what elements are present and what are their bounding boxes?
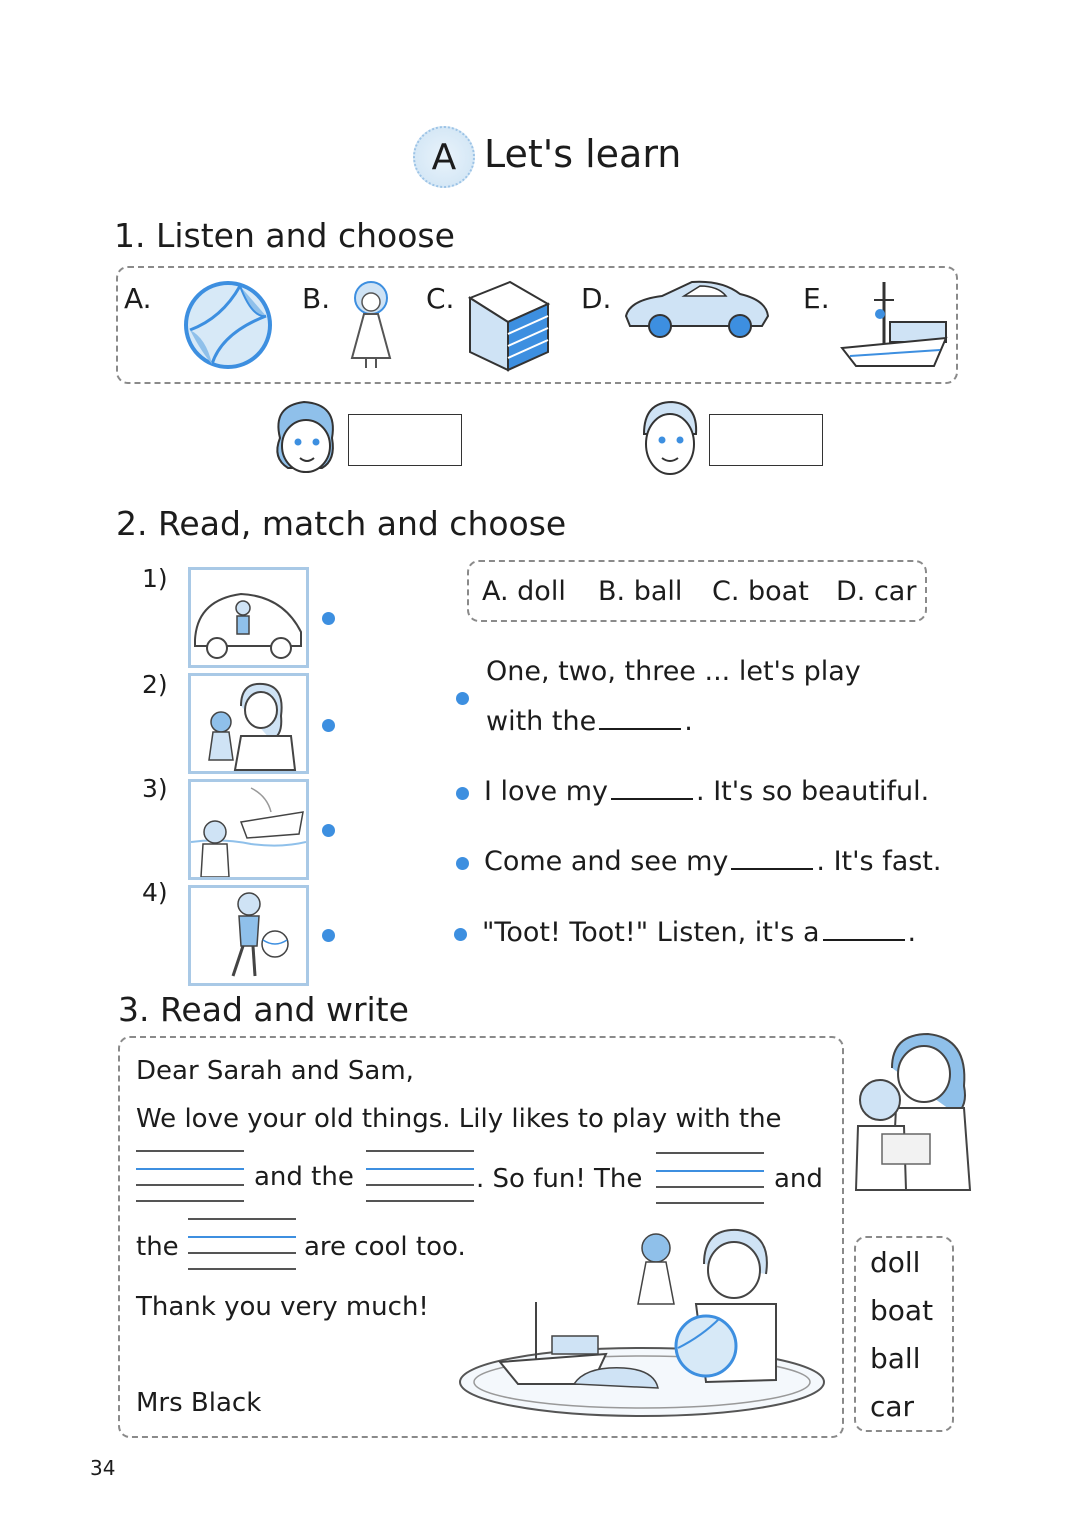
picture-number: 2)	[142, 670, 168, 699]
letter-and: and	[774, 1164, 823, 1194]
sentence-text: .	[684, 706, 693, 737]
write-blank-3[interactable]	[656, 1150, 764, 1206]
page-number: 34	[90, 1456, 116, 1480]
picture-number: 4)	[142, 878, 168, 907]
option-c-letter: C.	[426, 282, 455, 315]
section3-heading: 3. Read and write	[118, 990, 409, 1029]
sentence-text: Come and see my	[484, 846, 729, 877]
boy-face-icon	[636, 398, 704, 482]
match-dot-picture-4[interactable]	[322, 929, 335, 942]
doll-icon	[342, 278, 400, 374]
fill-blank[interactable]	[823, 939, 905, 941]
option-e-letter: E.	[803, 282, 830, 315]
fill-blank[interactable]	[599, 728, 681, 730]
sentence-text: . It's so beautiful.	[696, 776, 930, 807]
sentence-text: . It's fast.	[816, 846, 942, 877]
letter-signature: Mrs Black	[136, 1388, 262, 1418]
sentence-1-line2	[486, 706, 693, 737]
ball-icon	[182, 278, 274, 372]
girl-answer-box[interactable]	[348, 414, 462, 466]
choice-car: D. car	[836, 576, 917, 607]
sentence-4	[482, 917, 916, 948]
letter-the: the	[136, 1232, 179, 1262]
picture-number: 3)	[142, 774, 168, 803]
girl-face-icon	[266, 398, 342, 482]
choice-boat: C. boat	[712, 576, 809, 607]
section1-heading: 1. Listen and choose	[114, 216, 455, 255]
section2-heading: 2. Read, match and choose	[116, 504, 567, 543]
sentence-3	[484, 846, 941, 877]
boy-in-toy-car-icon	[191, 570, 306, 665]
write-blank-4[interactable]	[188, 1216, 296, 1272]
car-icon	[622, 276, 772, 340]
books-icon	[466, 278, 552, 372]
option-a-letter: A.	[124, 282, 152, 315]
word-bank-item: boat	[870, 1294, 934, 1327]
choice-doll: A. doll	[482, 576, 566, 607]
sentence-text: I love my	[484, 776, 609, 807]
write-blank-2[interactable]	[366, 1148, 474, 1204]
picture-girl-doll	[188, 673, 309, 774]
boat-icon	[840, 278, 948, 372]
section-badge	[413, 126, 475, 188]
children-reading-illustration	[852, 1030, 972, 1194]
word-bank-item: car	[870, 1390, 915, 1423]
write-blank-1[interactable]	[136, 1148, 244, 1204]
letter-and-the: and the	[254, 1162, 354, 1192]
girl-with-toys-illustration	[456, 1224, 828, 1420]
picture-number: 1)	[142, 564, 168, 593]
sentence-text: .	[907, 917, 917, 948]
letter-thanks: Thank you very much!	[136, 1292, 429, 1322]
section-badge-letter: A	[431, 136, 457, 178]
match-dot-picture-1[interactable]	[322, 612, 335, 625]
picture-boy-boat	[188, 779, 309, 880]
match-dot-sentence-1[interactable]	[456, 692, 469, 705]
picture-toy-car	[188, 567, 309, 668]
letter-so-fun: . So fun! The	[476, 1164, 643, 1194]
match-dot-sentence-2[interactable]	[456, 787, 469, 800]
letter-greeting: Dear Sarah and Sam,	[136, 1056, 414, 1086]
match-dot-sentence-3[interactable]	[456, 857, 469, 870]
choice-ball: B. ball	[598, 576, 683, 607]
match-dot-picture-3[interactable]	[322, 824, 335, 837]
fill-blank[interactable]	[731, 868, 813, 870]
boy-answer-box[interactable]	[709, 414, 823, 466]
boy-with-boat-icon	[191, 782, 306, 877]
word-bank-item: doll	[870, 1246, 921, 1279]
fill-blank[interactable]	[611, 798, 693, 800]
page-title: Let's learn	[484, 132, 682, 176]
picture-boy-ball	[188, 885, 309, 986]
sentence-text: "Toot! Toot!" Listen, it's a	[482, 917, 820, 948]
letter-are-cool: are cool too.	[304, 1232, 466, 1262]
sentence-text: with the	[486, 706, 597, 737]
girl-with-doll-icon	[191, 676, 306, 771]
match-dot-picture-2[interactable]	[322, 719, 335, 732]
option-b-letter: B.	[302, 282, 331, 315]
option-d-letter: D.	[581, 282, 612, 315]
word-bank-item: ball	[870, 1342, 921, 1375]
match-dot-sentence-4[interactable]	[454, 928, 467, 941]
sentence-2	[484, 776, 929, 807]
letter-line1: We love your old things. Lily likes to play with the	[136, 1104, 782, 1134]
boy-with-ball-icon	[191, 888, 306, 983]
sentence-1-line1: One, two, three ... let's play	[486, 656, 861, 687]
